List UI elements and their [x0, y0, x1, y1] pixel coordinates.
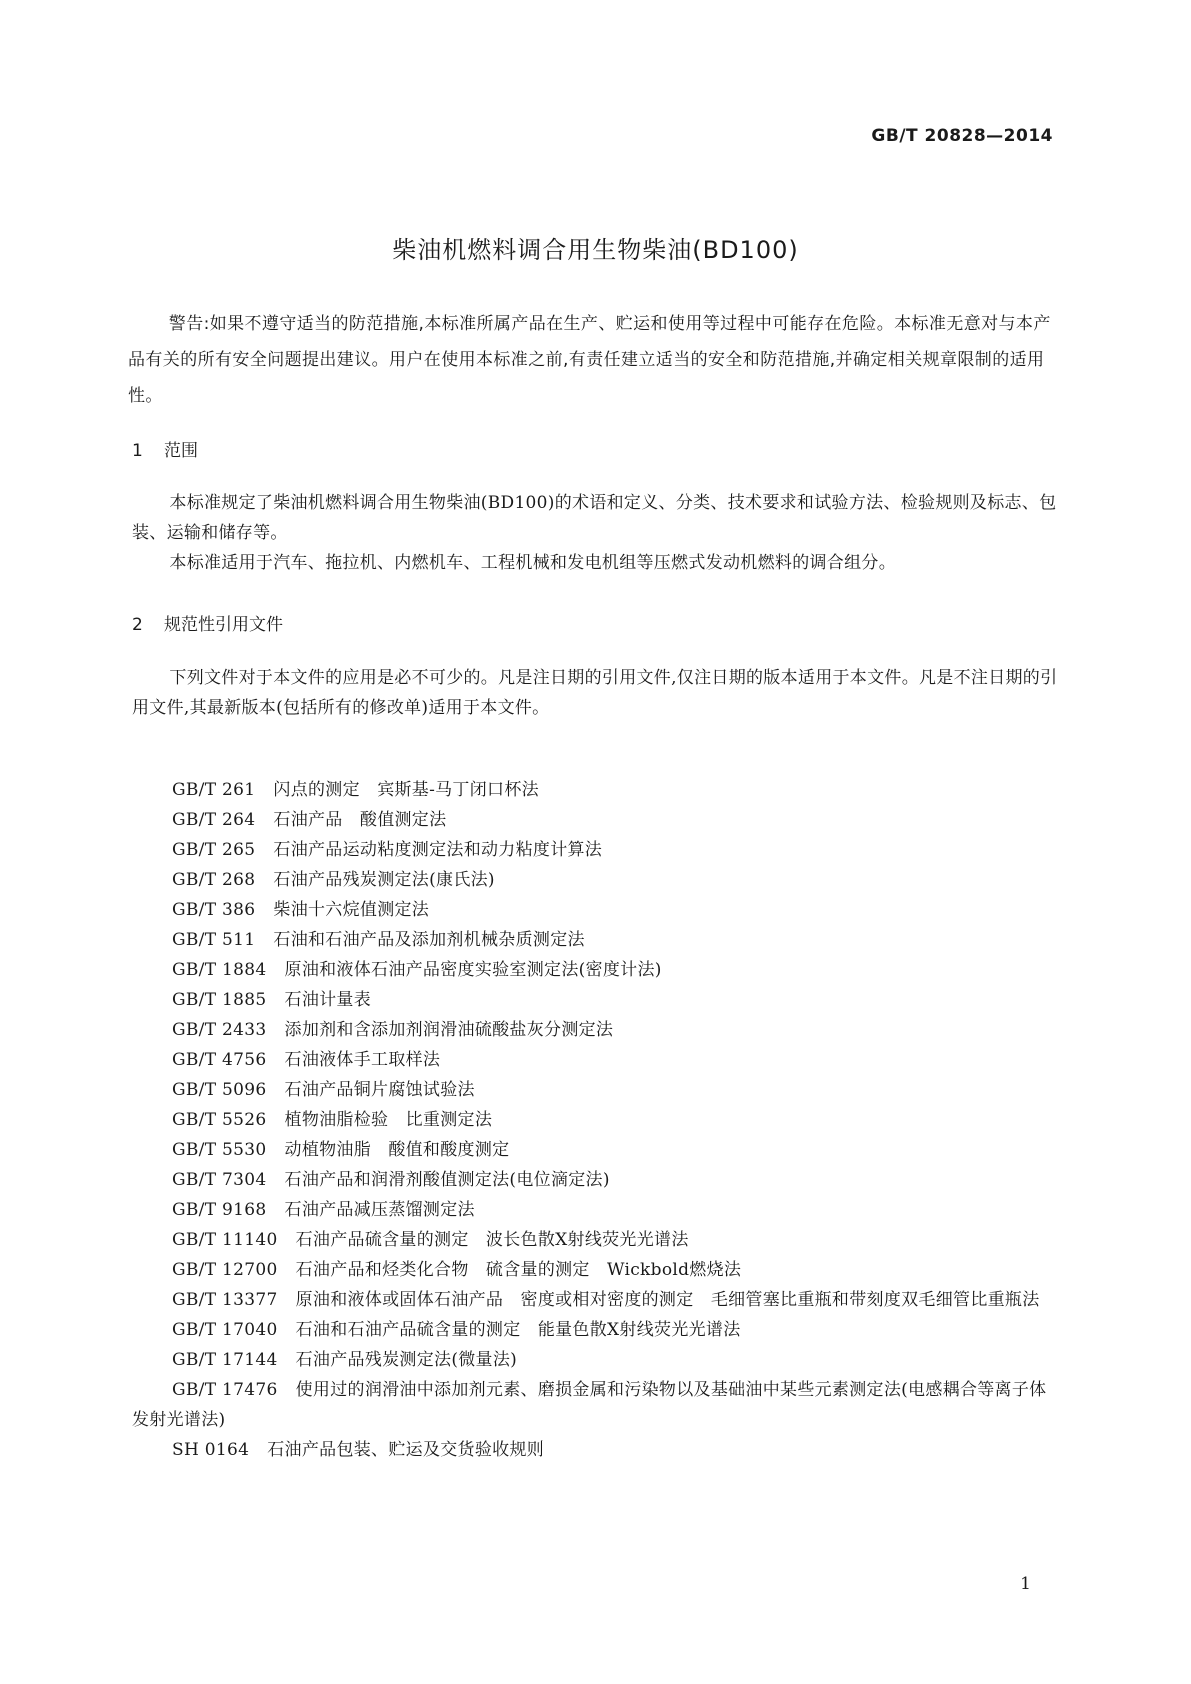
reference-item	[172, 985, 1062, 1015]
reference-code: SH 0164	[172, 1440, 250, 1460]
section-1-paragraph: 本标准规定了柴油机燃料调合用生物柴油(BD100)的术语和定义、分类、技术要求和试验方法、检验规则及标志、包装、运输和储存等。	[132, 493, 1057, 543]
section-1-heading	[132, 436, 198, 461]
section-2-number: 2	[132, 615, 143, 635]
reference-title: 添加剂和含添加剂润滑油硫酸盐灰分测定法	[284, 1020, 614, 1040]
reference-code: GB/T 264	[172, 810, 256, 830]
reference-code: GB/T 17040	[172, 1320, 278, 1340]
standard-code: GB/T 20828—2014	[871, 126, 1053, 146]
reference-item	[172, 1315, 1062, 1345]
reference-title: 石油产品 酸值测定法	[273, 810, 447, 830]
reference-code: GB/T 11140	[172, 1230, 278, 1250]
reference-code: GB/T 1884	[172, 960, 267, 980]
reference-item	[172, 1135, 1062, 1165]
reference-item	[132, 1375, 1062, 1435]
reference-code: GB/T 7304	[172, 1170, 267, 1190]
reference-item	[172, 1015, 1062, 1045]
warning-text: 警告:如果不遵守适当的防范措施,本标准所属产品在生产、贮运和使用等过程中可能存在危险。本标准无意对与本产品有关的所有安全问题提出建议。用户在使用本标准之前,有责任建立适当的安全和防范措施,并确定相关规章限制的适用性。	[128, 314, 1051, 406]
reference-code: GB/T 9168	[172, 1200, 267, 1220]
reference-title: 柴油十六烷值测定法	[273, 900, 430, 920]
reference-item	[172, 1165, 1062, 1195]
reference-title: 原油和液体石油产品密度实验室测定法(密度计法)	[284, 960, 662, 980]
reference-item	[132, 1285, 1062, 1315]
reference-title: 使用过的润滑油中添加剂元素、磨损金属和污染物以及基础油中某些元素测定法(电感耦合等离子体发射光谱法)	[132, 1380, 1047, 1430]
reference-item	[172, 1105, 1062, 1135]
reference-title: 原油和液体或固体石油产品 密度或相对密度的测定 毛细管塞比重瓶和带刻度双毛细管比重瓶法	[295, 1290, 1040, 1310]
reference-code: GB/T 13377	[172, 1290, 278, 1310]
reference-code: GB/T 261	[172, 780, 256, 800]
section-2-intro-text: 下列文件对于本文件的应用是必不可少的。凡是注日期的引用文件,仅注日期的版本适用于本文件。凡是不注日期的引用文件,其最新版本(包括所有的修改单)适用于本文件。	[132, 668, 1058, 718]
reference-item	[172, 805, 1062, 835]
reference-list	[132, 775, 1062, 1465]
warning-notice	[128, 306, 1063, 414]
reference-code: GB/T 265	[172, 840, 256, 860]
reference-title: 石油产品和烃类化合物 硫含量的测定 Wickbold燃烧法	[295, 1260, 742, 1280]
section-1-paragraph: 本标准适用于汽车、拖拉机、内燃机车、工程机械和发电机组等压燃式发动机燃料的调合组分。	[169, 553, 896, 573]
reference-code: GB/T 4756	[172, 1050, 267, 1070]
reference-title: 石油产品硫含量的测定 波长色散X射线荧光光谱法	[295, 1230, 689, 1250]
reference-title: 动植物油脂 酸值和酸度测定	[284, 1140, 510, 1160]
section-1-number: 1	[132, 441, 143, 461]
reference-title: 石油和石油产品硫含量的测定 能量色散X射线荧光光谱法	[295, 1320, 741, 1340]
page-number: 1	[1020, 1574, 1031, 1594]
reference-code: GB/T 268	[172, 870, 256, 890]
reference-code: GB/T 17476	[172, 1380, 278, 1400]
section-2-intro	[132, 663, 1062, 723]
reference-code: GB/T 511	[172, 930, 256, 950]
reference-item	[172, 1345, 1062, 1375]
page-title: 柴油机燃料调合用生物柴油(BD100)	[392, 236, 799, 264]
reference-title: 植物油脂检验 比重测定法	[284, 1110, 493, 1130]
reference-code: GB/T 17144	[172, 1350, 278, 1370]
reference-title: 石油产品残炭测定法(康氏法)	[273, 870, 495, 890]
reference-title: 石油产品减压蒸馏测定法	[284, 1200, 475, 1220]
reference-item	[172, 775, 1062, 805]
reference-title: 石油产品和润滑剂酸值测定法(电位滴定法)	[284, 1170, 610, 1190]
reference-item	[172, 1255, 1062, 1285]
reference-code: GB/T 1885	[172, 990, 267, 1010]
reference-title: 石油产品运动粘度测定法和动力粘度计算法	[273, 840, 603, 860]
reference-item	[172, 1225, 1062, 1255]
reference-title: 石油计量表	[284, 990, 372, 1010]
section-2-heading	[132, 610, 283, 635]
reference-item	[172, 1195, 1062, 1225]
reference-code: GB/T 386	[172, 900, 256, 920]
reference-item	[172, 865, 1062, 895]
reference-item	[172, 1435, 1062, 1465]
reference-item	[172, 895, 1062, 925]
reference-item	[172, 1075, 1062, 1105]
reference-title: 石油液体手工取样法	[284, 1050, 441, 1070]
section-2-title: 规范性引用文件	[164, 615, 283, 635]
reference-title: 石油产品铜片腐蚀试验法	[284, 1080, 475, 1100]
reference-title: 石油和石油产品及添加剂机械杂质测定法	[273, 930, 585, 950]
reference-code: GB/T 2433	[172, 1020, 267, 1040]
reference-code: GB/T 12700	[172, 1260, 278, 1280]
reference-item	[172, 955, 1062, 985]
reference-title: 石油产品残炭测定法(微量法)	[295, 1350, 518, 1370]
reference-item	[172, 1045, 1062, 1075]
reference-item	[172, 925, 1062, 955]
reference-code: GB/T 5526	[172, 1110, 267, 1130]
reference-item	[172, 835, 1062, 865]
reference-code: GB/T 5096	[172, 1080, 267, 1100]
section-1-body	[132, 488, 1062, 578]
reference-title: 闪点的测定 宾斯基-马丁闭口杯法	[273, 780, 539, 800]
section-1-title: 范围	[164, 441, 198, 461]
reference-title: 石油产品包装、贮运及交货验收规则	[267, 1440, 545, 1460]
reference-code: GB/T 5530	[172, 1140, 267, 1160]
